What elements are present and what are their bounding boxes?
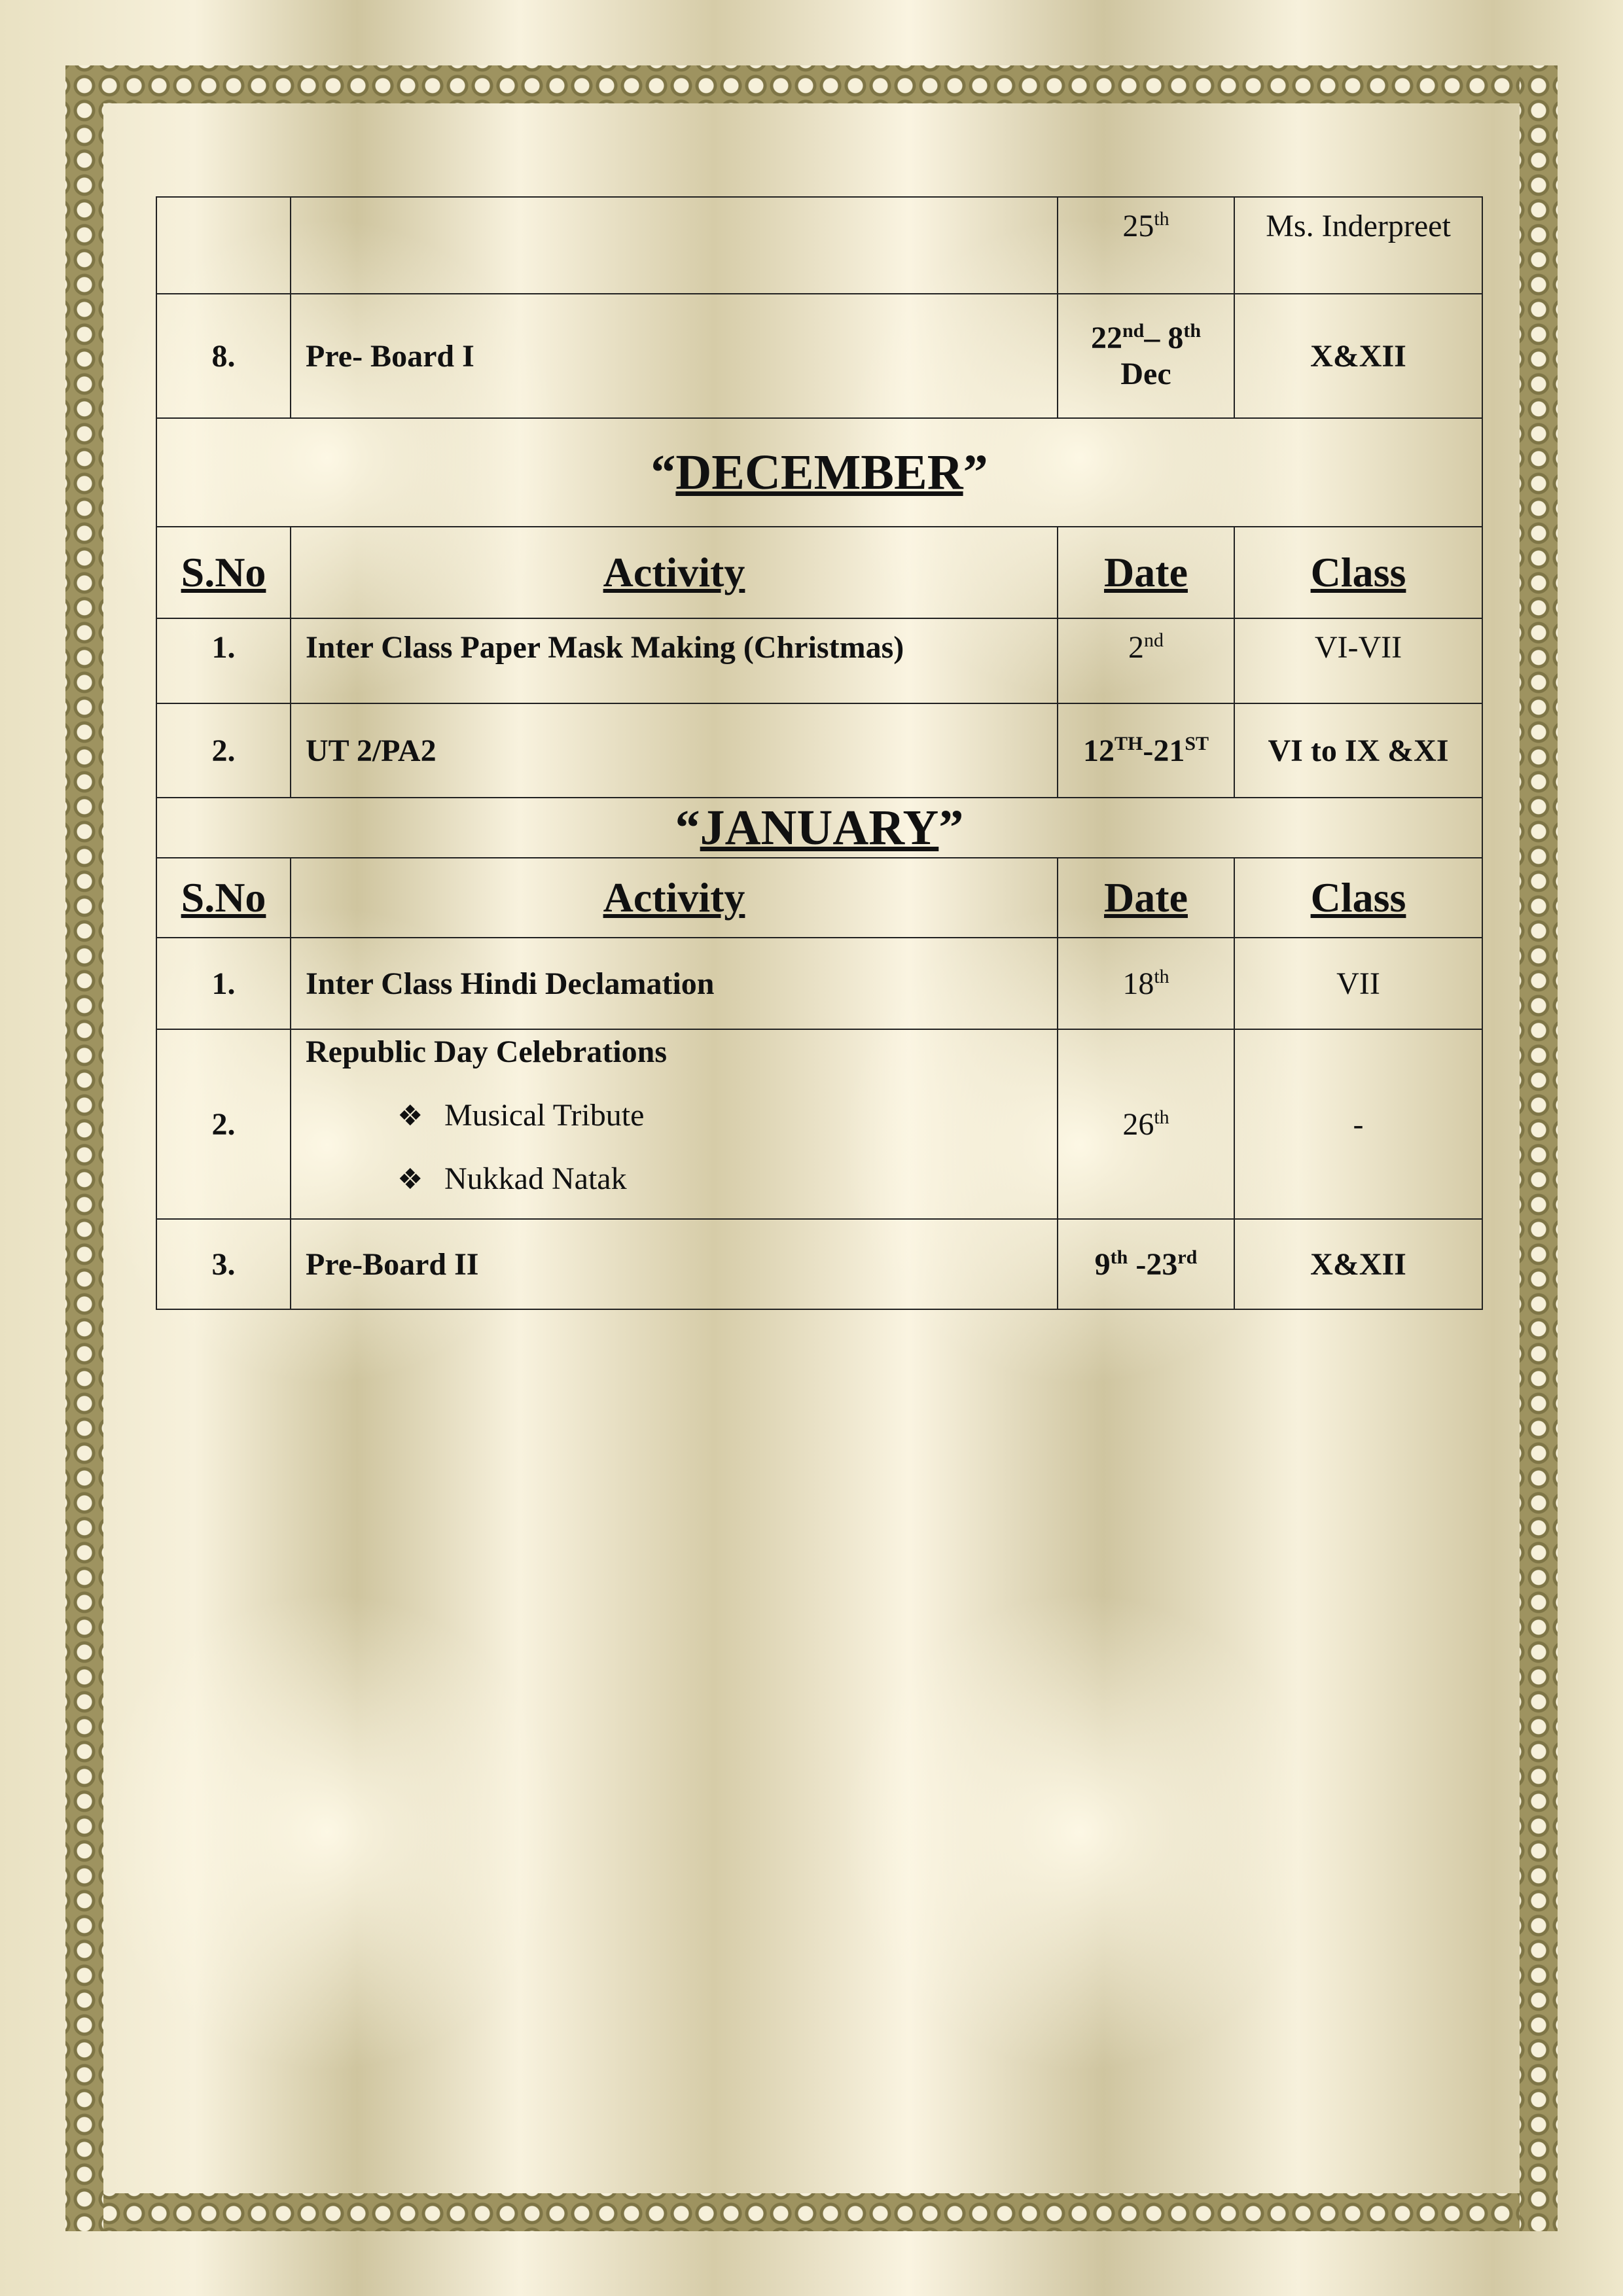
header-date: Date [1058,858,1234,938]
list-item: ❖ Nukkad Natak [397,1148,1043,1211]
activity-cell [291,197,1058,294]
border-right [1520,65,1558,2231]
header-sno: S.No [156,527,291,618]
table-row [156,703,1482,798]
header-sno: S.No [156,858,291,938]
sno-cell: 1. [156,938,291,1029]
header-date: Date [1058,527,1234,618]
table-row [156,618,1482,703]
class-cell: VII [1234,938,1482,1029]
header-activity: Activity [291,858,1058,938]
border-left [65,65,103,2231]
diamond-bullet-icon: ❖ [397,1163,423,1196]
class-cell: - [1234,1029,1482,1219]
list-item: ❖ Musical Tribute [397,1084,1043,1148]
table-row [156,938,1482,1029]
class-cell: VI-VII [1234,618,1482,703]
table-row [156,294,1482,418]
month-title-january: “JANUARY” [156,798,1482,858]
schedule-table [156,196,1483,1310]
activity-cell [291,1029,1058,1219]
column-header-row [156,527,1482,618]
date-cell: 2nd [1058,618,1234,703]
date-cell: 9th -23rd [1058,1219,1234,1309]
sno-cell: 8. [156,294,291,418]
sno-cell: 3. [156,1219,291,1309]
class-cell: X&XII [1234,294,1482,418]
table-row [156,1029,1482,1219]
class-cell: VI to IX &XI [1234,703,1482,798]
date-cell: 26th [1058,1029,1234,1219]
sno-cell [156,197,291,294]
header-class: Class [1234,527,1482,618]
activity-cell: Inter Class Paper Mask Making (Christmas) [291,618,1058,703]
sno-cell: 2. [156,703,291,798]
date-cell: 18th [1058,938,1234,1029]
activity-cell: Inter Class Hindi Declamation [291,938,1058,1029]
border-bottom [65,2193,1558,2231]
month-heading-row [156,418,1482,527]
activity-cell: UT 2/PA2 [291,703,1058,798]
table-row [156,1219,1482,1309]
activity-title: Republic Day Celebrations [306,1034,667,1069]
class-cell: X&XII [1234,1219,1482,1309]
header-activity: Activity [291,527,1058,618]
date-cell: 22nd– 8th Dec [1058,294,1234,418]
activity-cell: Pre- Board I [291,294,1058,418]
sno-cell: 2. [156,1029,291,1219]
column-header-row [156,858,1482,938]
date-cell: 25th [1058,197,1234,294]
table-row [156,197,1482,294]
activity-cell: Pre-Board II [291,1219,1058,1309]
sno-cell: 1. [156,618,291,703]
diamond-bullet-icon: ❖ [397,1099,423,1133]
month-heading-row [156,798,1482,858]
month-title-december: “DECEMBER” [156,418,1482,527]
class-cell: Ms. Inderpreet [1234,197,1482,294]
date-cell: 12TH-21ST [1058,703,1234,798]
border-top [65,65,1558,103]
sub-activity-list [306,1084,1043,1211]
header-class: Class [1234,858,1482,938]
